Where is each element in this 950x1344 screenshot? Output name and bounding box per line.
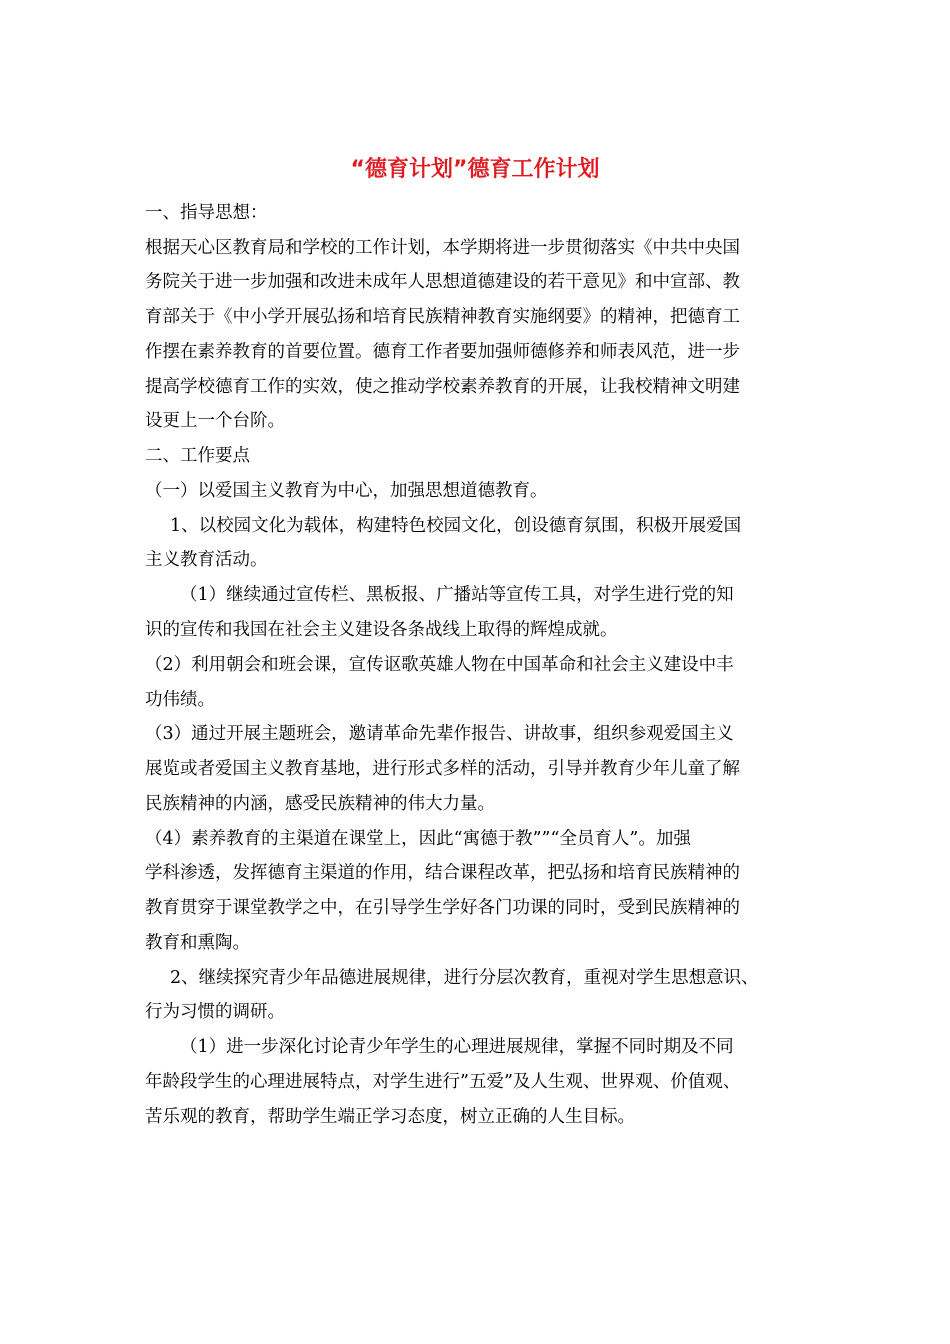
section-heading-guiding-ideology: 一、指导思想：: [145, 203, 268, 223]
paragraph-line: 育部关于《中小学开展弘扬和培育民族精神教育实施纲要》的精神，把德育工: [145, 307, 740, 327]
paragraph-line: 作摆在素养教育的首要位置。德育工作者要加强师德修养和师表风范，进一步: [145, 342, 740, 362]
paragraph-line: 根据天心区教育局和学校的工作计划，本学期将进一步贯彻落实《中共中央国: [145, 238, 740, 258]
paragraph-line: 设更上一个台阶。: [145, 411, 285, 431]
paragraph-line: 主义教育活动。: [145, 550, 268, 570]
list-item: （1）继续通过宣传栏、黑板报、广播站等宣传工具，对学生进行党的知: [180, 585, 734, 605]
list-item-heading: 2、继续探究青少年品德进展规律，进行分层次教育，重视对学生思想意识、: [170, 968, 759, 988]
paragraph-line: 务院关于进一步加强和改进未成年人思想道德建设的若干意见》和中宣部、教: [145, 272, 740, 292]
section-heading-work-points: 二、工作要点: [145, 446, 250, 466]
paragraph-line: 年龄段学生的心理进展特点，对学生进行”五爱”及人生观、世界观、价值观、: [145, 1072, 741, 1092]
list-item: （1）进一步深化讨论青少年学生的心理进展规律，掌握不同时期及不同: [180, 1037, 734, 1057]
paragraph-line: 教育贯穿于课堂教学之中，在引导学生学好各门功课的同时，受到民族精神的: [145, 898, 740, 918]
list-item: （2）利用朝会和班会课，宣传讴歌英雄人物在中国革命和社会主义建设中丰: [145, 655, 734, 675]
paragraph-line: 功伟绩。: [145, 690, 215, 710]
paragraph-line: 识的宣传和我国在社会主义建设各条战线上取得的辉煌成就。: [145, 620, 618, 640]
paragraph-line: 行为习惯的调研。: [145, 1002, 285, 1022]
paragraph-line: 展览或者爱国主义教育基地，进行形式多样的活动，引导并教育少年儿童了解: [145, 759, 740, 779]
paragraph-line: 教育和熏陶。: [145, 933, 250, 953]
paragraph-line: 学科渗透，发挥德育主渠道的作用，结合课程改革，把弘扬和培育民族精神的: [145, 863, 740, 883]
document-title: “德育计划”德育工作计划: [350, 157, 600, 182]
paragraph-line: 苦乐观的教育，帮助学生端正学习态度，树立正确的人生目标。: [145, 1107, 635, 1127]
list-item: （4）素养教育的主渠道在课堂上，因此“寓德于教””“全员育人”。加强: [145, 829, 691, 849]
paragraph-line: 提高学校德育工作的实效，使之推动学校素养教育的开展，让我校精神文明建: [145, 377, 740, 397]
subsection-heading: （一）以爱国主义教育为中心，加强思想道德教育。: [145, 481, 548, 501]
list-item: （3）通过开展主题班会，邀请革命先辈作报告、讲故事，组织参观爱国主义: [145, 724, 734, 744]
list-item-heading: 1、以校园文化为载体，构建特色校园文化，创设德育氛围，积极开展爱国: [170, 516, 742, 536]
paragraph-line: 民族精神的内涵，感受民族精神的伟大力量。: [145, 794, 495, 814]
